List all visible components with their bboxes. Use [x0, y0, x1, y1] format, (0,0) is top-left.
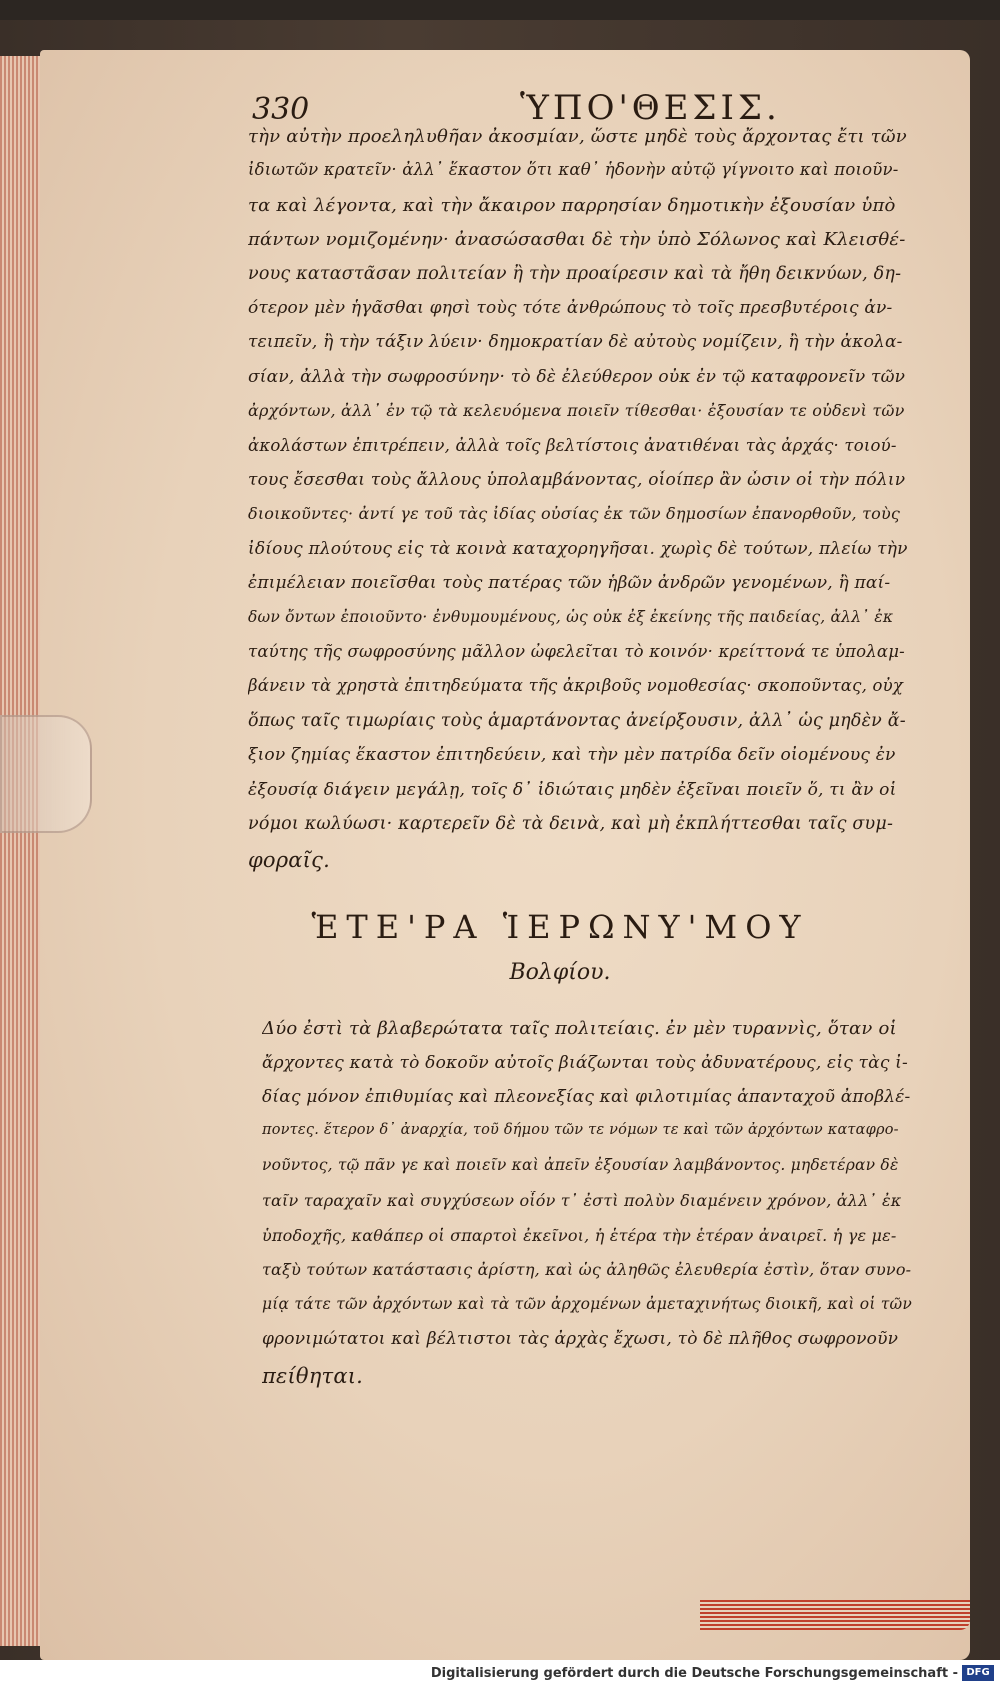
text-line: ἀρχόντων, ἀλλ᾽ ἐν τῷ τὰ κελευόμενα ποιεῖν τίθεσθαι· ἐξουσίαν τε οὐδενὶ τῶν [248, 401, 905, 421]
text-line: νους καταστᾶσαν πολιτείαν ἢ τὴν προαίρεσιν καὶ τὰ ἤθη δεικνύων, δη- [248, 263, 902, 284]
text-line: φοραῖς. [248, 848, 330, 873]
section-title: ἙΤΕ'ΡΑ ἹΕΡΩΝΥ'ΜΟΥ [311, 908, 809, 946]
section-subtitle: Βολφίου. [509, 960, 611, 985]
text-line: ὑποδοχῆς, καθάπερ οἱ σπαρτοὶ ἐκεῖνοι, ἡ ἑτέρα τὴν ἑτέραν ἀναιρεῖ. ἡ γε με- [262, 1225, 897, 1245]
footer-credit: Digitalisierung gefördert durch die Deutsche Forschungsgemeinschaft - [430, 1666, 958, 1681]
text-line: βάνειν τὰ χρηστὰ ἐπιτηδεύματα τῆς ἀκριβοῦς νομοθεσίας· σκοποῦντας, οὐχ [248, 676, 904, 696]
text-line: πείθηται. [262, 1364, 364, 1388]
page-clip-tab [0, 715, 92, 833]
text-line: ταύτης τῆς σωφροσύνης μᾶλλον ὠφελεῖται τὸ κοινόν· κρείττονά τε ὑπολαμ- [248, 642, 905, 661]
text-line: ότερον μὲν ἡγᾶσθαι φησὶ τοὺς τότε ἀνθρώπους τὸ τοῖς πρεσβυτέροις ἀν- [248, 298, 893, 318]
text-line: ποντες. ἕτερον δ᾽ ἀναρχία, τοῦ δήμου τῶν τε νόμων τε καὶ τῶν ἀρχόντων καταφρο- [262, 1121, 899, 1138]
text-line: τειπεῖν, ἢ τὴν τάξιν λύειν· δημοκρατίαν δὲ αὐτοὺς νομίζειν, ἢ τὴν ἀκολα- [248, 332, 903, 353]
text-line: νοῦντος, τῷ πᾶν γε καὶ ποιεῖν καὶ ἀπεῖν ἐξουσίαν λαμβάνοντος. μηδετέραν δὲ [262, 1156, 899, 1175]
text-line: ὅπως ταῖς τιμωρίαις τοὺς ἁμαρτάνοντας ἀνείρξουσιν, ἀλλ᾽ ὡς μηδὲν ἄ- [248, 710, 906, 731]
running-head: ὙΠΟ'ΘΕΣΙΣ. [520, 88, 781, 128]
text-line: δίας μόνον ἐπιθυμίας καὶ πλεονεξίας καὶ φιλοτιμίας ἁπανταχοῦ ἀποβλέ- [262, 1087, 911, 1108]
text-line: ἐπιμέλειαν ποιεῖσθαι τοὺς πατέρας τῶν ἡβῶν ἀνδρῶν γενομένων, ἢ παί- [248, 573, 891, 594]
digitization-footer [0, 1660, 1000, 1689]
text-line: τα καὶ λέγοντα, καὶ τὴν ἄκαιρον παρρησίαν δημοτικὴν ἐξουσίαν ὑπὸ [248, 194, 896, 216]
text-line: ἰδιωτῶν κρατεῖν· ἀλλ᾽ ἕκαστον ὅτι καθ᾽ ἡδονὴν αὐτῷ γίγνοιτο καὶ ποιοῦν- [248, 160, 899, 180]
text-line: πάντων νομιζομένην· ἀνασώσασθαι δὲ τὴν ὑπὸ Σόλωνος καὶ Κλεισθέ- [248, 229, 906, 251]
text-line: μίᾳ τάτε τῶν ἀρχόντων καὶ τὰ τῶν ἀρχομένων ἀμεταχινήτως διοικῆ, καὶ οἱ τῶν [262, 1294, 912, 1313]
text-line: ξιον ζημίας ἕκαστον ἐπιτηδεύειν, καὶ τὴν μὲν πατρίδα δεῖν οἰομένους ἐν [248, 745, 896, 766]
text-line: δων ὄντων ἐποιοῦντο· ἐνθυμουμένους, ὡς οὐκ ἐξ ἐκείνης τῆς παιδείας, ἀλλ᾽ ἐκ [248, 607, 894, 626]
bottom-page-edges [700, 1600, 970, 1630]
text-line: φρονιμώτατοι καὶ βέλτιστοι τὰς ἀρχὰς ἔχωσι, τὸ δὲ πλῆθος σωφρονοῦν [262, 1329, 899, 1350]
text-line: ταῖν ταραχαῖν καὶ συγχύσεων οἷόν τ᾽ ἐστὶ πολὺν διαμένειν χρόνον, ἀλλ᾽ ἐκ [262, 1191, 902, 1210]
text-line: τους ἔσεσθαι τοὺς ἄλλους ὑπολαμβάνοντας, οἷοίπερ ἂν ὦσιν οἱ τὴν πόλιν [248, 470, 906, 490]
dfg-logo: DFG [962, 1665, 994, 1681]
text-line: σίαν, ἀλλὰ τὴν σωφροσύνην· τὸ δὲ ἐλεύθερον οὐκ ἐν τῷ καταφρονεῖν τῶν [248, 366, 906, 387]
text-line: ἰδίους πλούτους εἰς τὰ κοινὰ καταχορηγῆσαι. χωρὶς δὲ τούτων, πλείω τὴν [248, 538, 908, 559]
page-number: 330 [252, 92, 310, 127]
text-line: τὴν αὐτὴν προεληλυθῆαν ἀκοσμίαν, ὥστε μηδὲ τοὺς ἄρχοντας ἔτι τῶν [248, 126, 907, 147]
text-line: νόμοι κωλύωσι· καρτερεῖν δὲ τὰ δεινὰ, καὶ μὴ ἐκπλήττεσθαι ταῖς συμ- [248, 814, 894, 834]
text-line: ἐξουσίᾳ διάγειν μεγάλῃ, τοῖς δ᾽ ἰδιώταις μηδὲν ἐξεῖναι ποιεῖν ὅ, τι ἂν οἱ [248, 779, 897, 800]
text-line: ταξὺ τούτων κατάστασις ἀρίστη, καὶ ὡς ἀληθῶς ἐλευθερία ἐστὶν, ὅταν συνο- [262, 1260, 912, 1280]
text-line: ἄρχοντες κατὰ τὸ δοκοῦν αὐτοῖς βιάζωνται τοὺς ἀδυνατέρους, εἰς τὰς ἰ- [262, 1052, 908, 1073]
text-line: Δύο ἐστὶ τὰ βλαβερώτατα ταῖς πολιτείαις. ἐν μὲν τυραννὶς, ὅταν οἱ [262, 1018, 897, 1039]
text-line: διοικοῦντες· ἀντί γε τοῦ τὰς ἰδίας οὐσίας ἐκ τῶν δημοσίων ἐπανορθοῦν, τοὺς [248, 504, 901, 524]
text-line: ἀκολάστων ἐπιτρέπειν, ἀλλὰ τοῖς βελτίστοις ἀνατιθέναι τὰς ἀρχάς· τοιού- [248, 435, 897, 455]
